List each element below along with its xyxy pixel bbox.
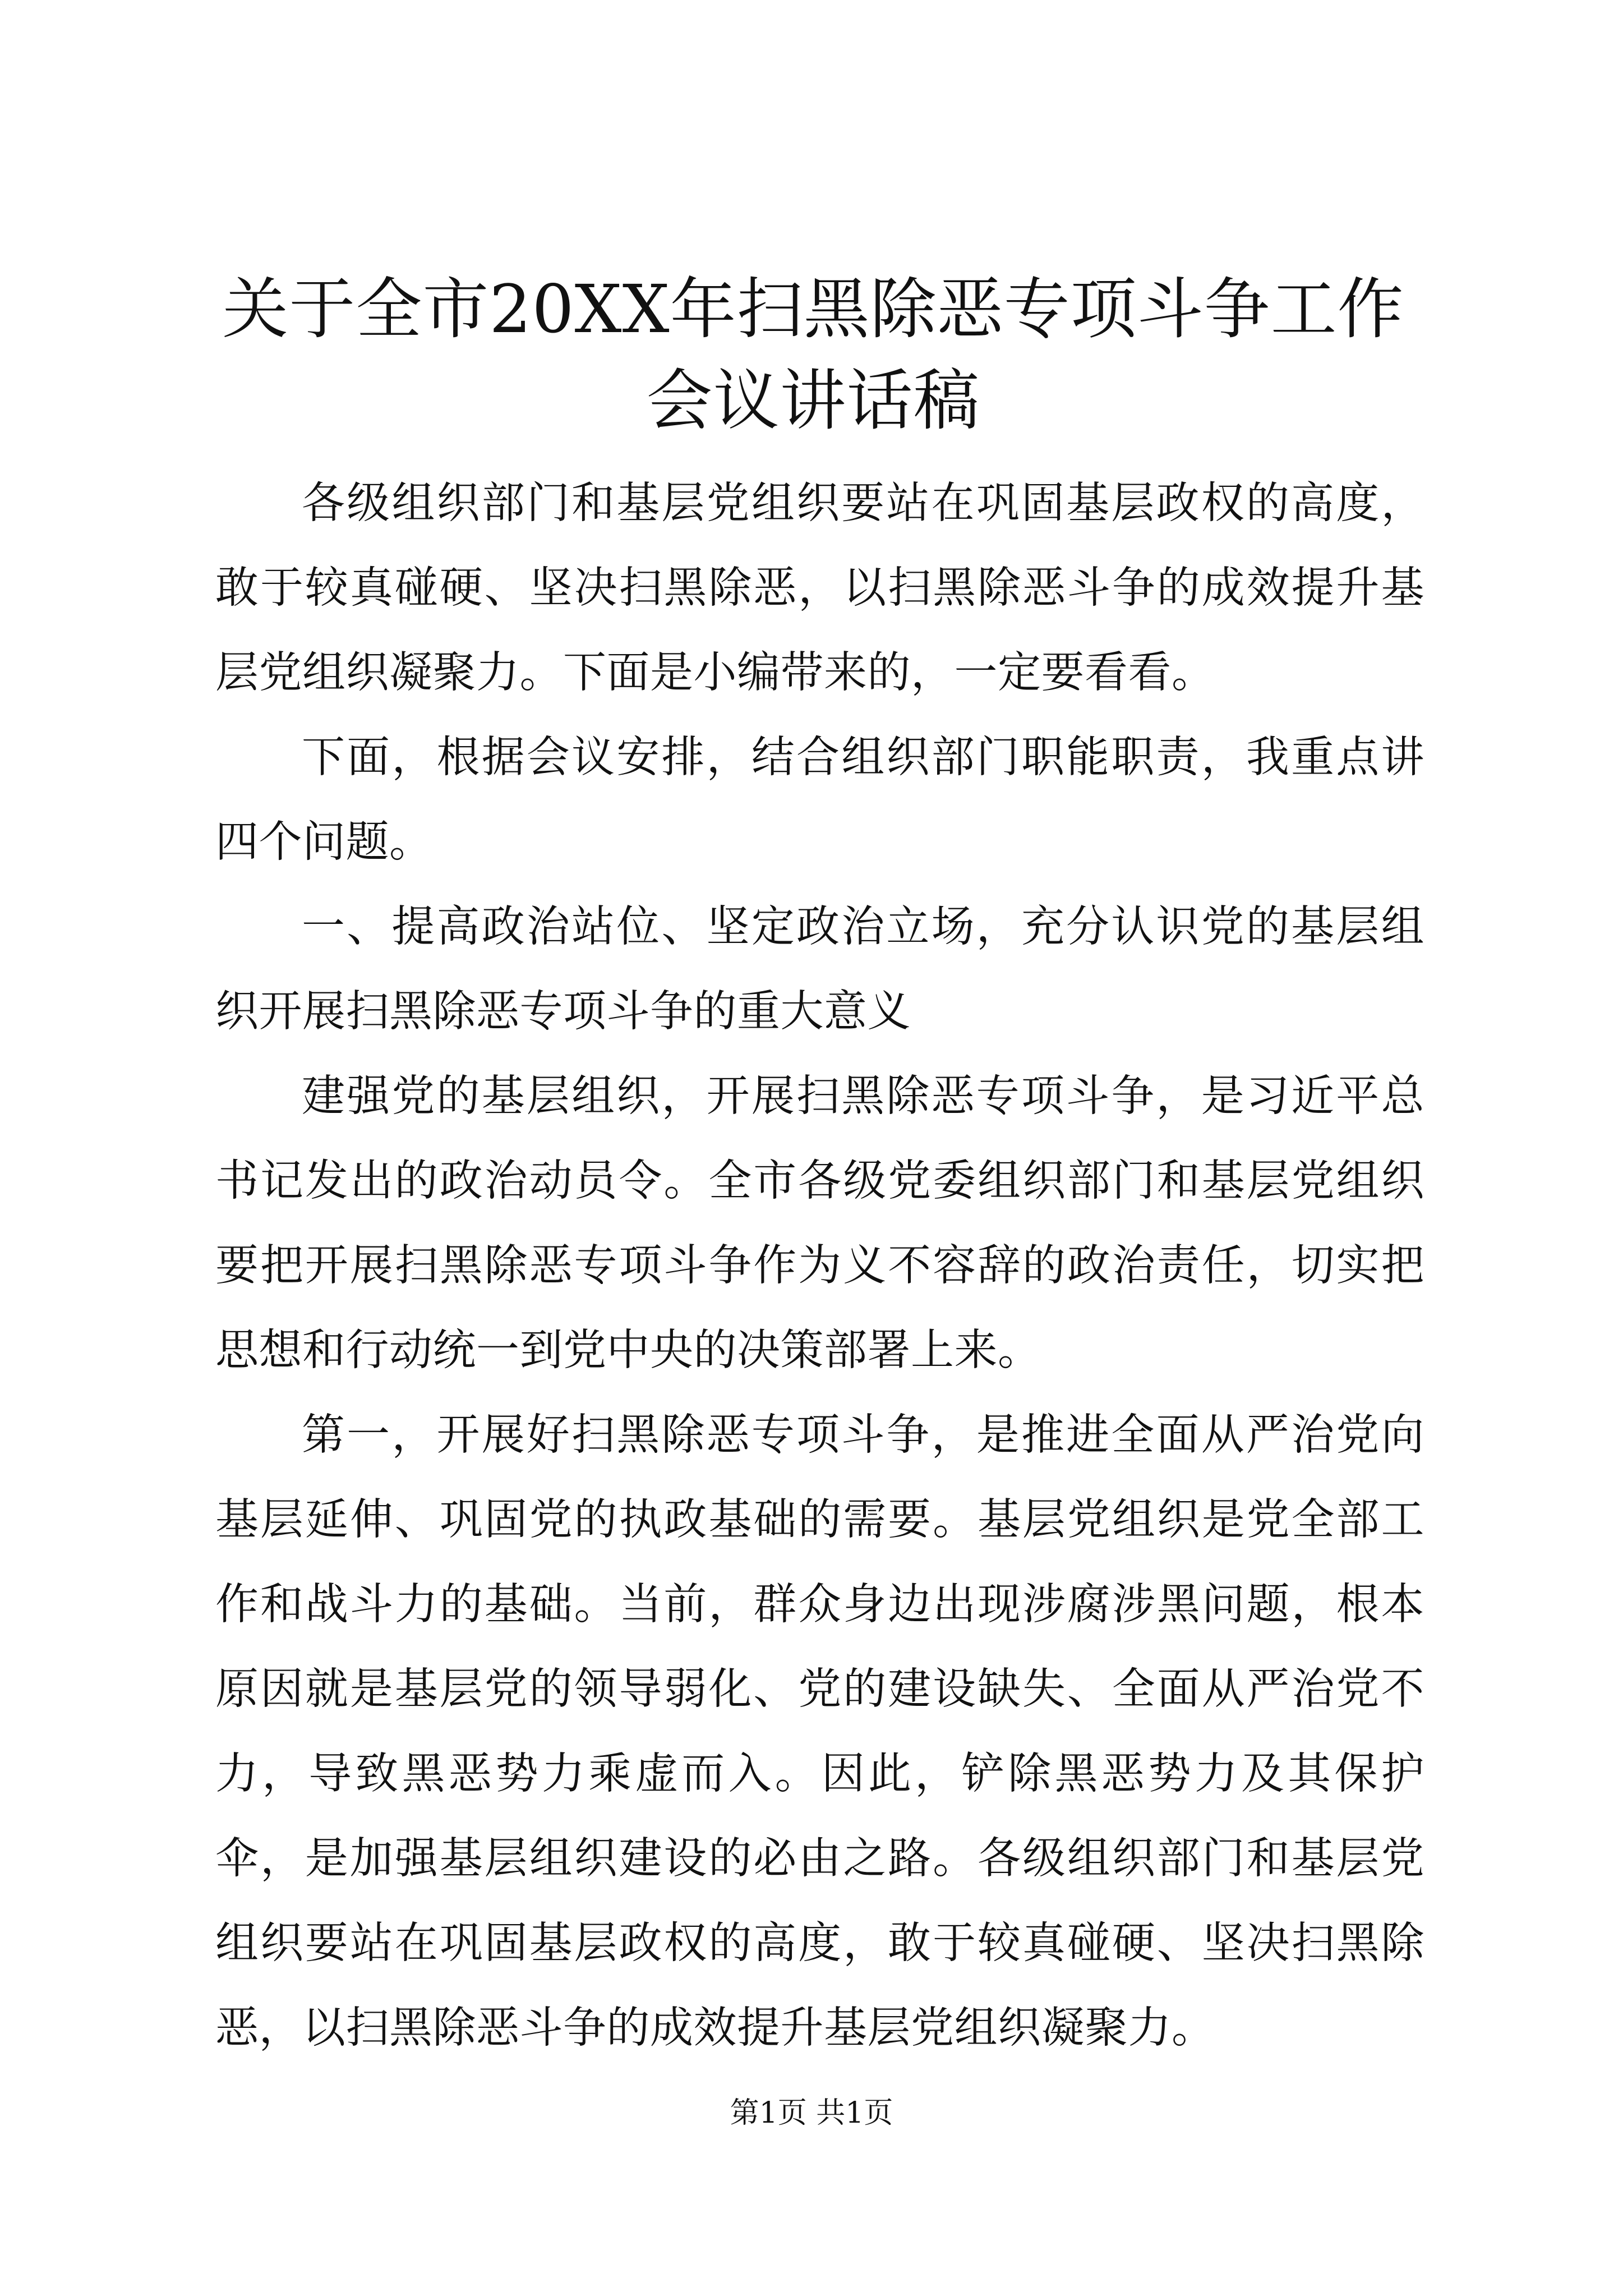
paragraph: 下面，根据会议安排，结合组织部门职能职责，我重点讲四个问题。: [215, 733, 1424, 867]
section-heading: 一、提高政治站位、坚定政治立场，充分认识党的基层组织开展扫黑除恶专项斗争的重大意义: [215, 902, 1424, 1037]
paragraph: 第一，开展好扫黑除恶专项斗争，是推进全面从严治党向基层延伸、巩固党的执政基础的需要。基层党组织是党全部工作和战斗力的基础。当前，群众身边出现涉腐涉黑问题，根本原因就是基层党的领导弱化、党的建设缺失、全面从严治党不力，导致黑恶势力乘虚而入。因此，铲除黑恶势力及其保护伞，是加强基层组织建设的必由之路。各级组织部门和基层党组织要站在巩固基层政权的高度，敢于较真碰硬、坚决扫黑除恶，以扫黑除恶斗争的成效提升基层党组织凝聚力。: [215, 1410, 1424, 2053]
document-title: 关于全市20XX年扫黑除恶专项斗争工作会议讲话稿: [222, 270, 1404, 439]
page-footer: 第1页 共1页: [730, 2096, 893, 2130]
document-body: [215, 461, 1424, 2070]
paragraph: 各级组织部门和基层党组织要站在巩固基层政权的高度，敢于较真碰硬、坚决扫黑除恶，以扫黑除恶斗争的成效提升基层党组织凝聚力。下面是小编带来的，一定要看看。: [215, 478, 1424, 698]
paragraph: 建强党的基层组织，开展扫黑除恶专项斗争，是习近平总书记发出的政治动员令。全市各级党委组织部门和基层党组织要把开展扫黑除恶专项斗争作为义不容辞的政治责任，切实把思想和行动统一到党中央的决策部署上来。: [215, 1071, 1424, 1375]
